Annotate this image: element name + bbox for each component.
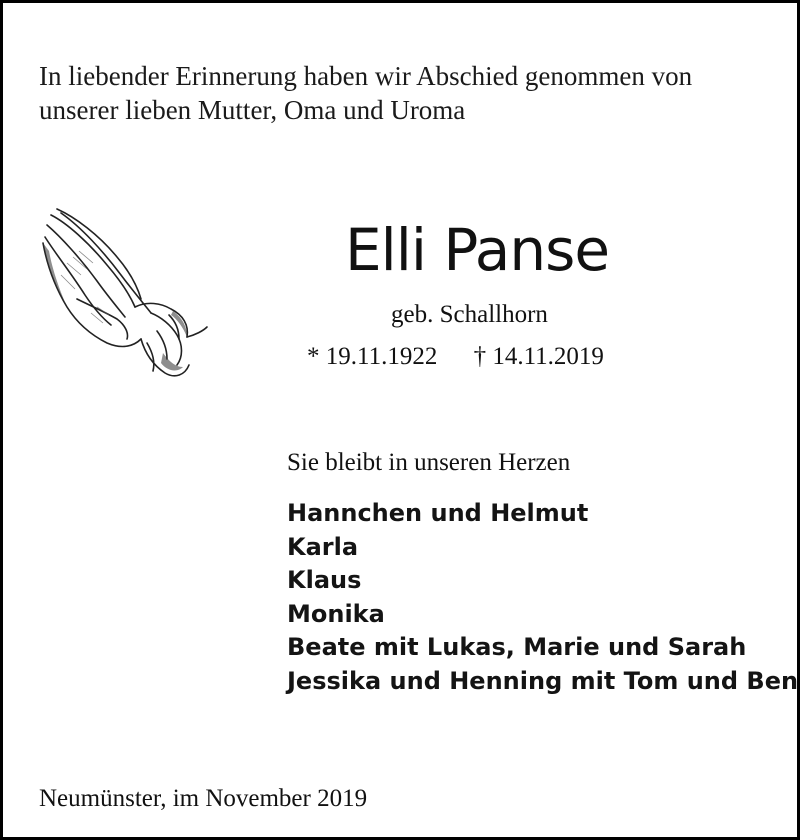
intro-text bbox=[39, 59, 779, 127]
place-and-date: Neumünster, im November 2019 bbox=[39, 785, 368, 812]
deceased-name: Elli Panse bbox=[345, 216, 609, 284]
mourners-list bbox=[287, 497, 798, 698]
mourner-line: Beate mit Lukas, Marie und Sarah bbox=[287, 633, 747, 661]
birth-date: * 19.11.1922 bbox=[307, 343, 438, 370]
mourner-line: Hannchen und Helmut bbox=[287, 499, 589, 527]
intro-line-1: In liebender Erinnerung haben wir Abschied genommen von bbox=[39, 61, 693, 91]
life-dates bbox=[307, 341, 604, 373]
maiden-name: geb. Schallhorn bbox=[391, 301, 548, 328]
death-date: † 14.11.2019 bbox=[473, 343, 604, 370]
mourner-line: Jessika und Henning mit Tom und Ben bbox=[287, 666, 799, 695]
mourner-line: Monika bbox=[287, 599, 385, 628]
remembrance-text: Sie bleibt in unseren Herzen bbox=[287, 449, 571, 476]
intro-line-2: unserer lieben Mutter, Oma und Uroma bbox=[39, 95, 466, 125]
mourner-line: Karla bbox=[287, 532, 359, 561]
mourner-line: Klaus bbox=[287, 566, 362, 594]
praying-hands-icon bbox=[37, 203, 209, 383]
